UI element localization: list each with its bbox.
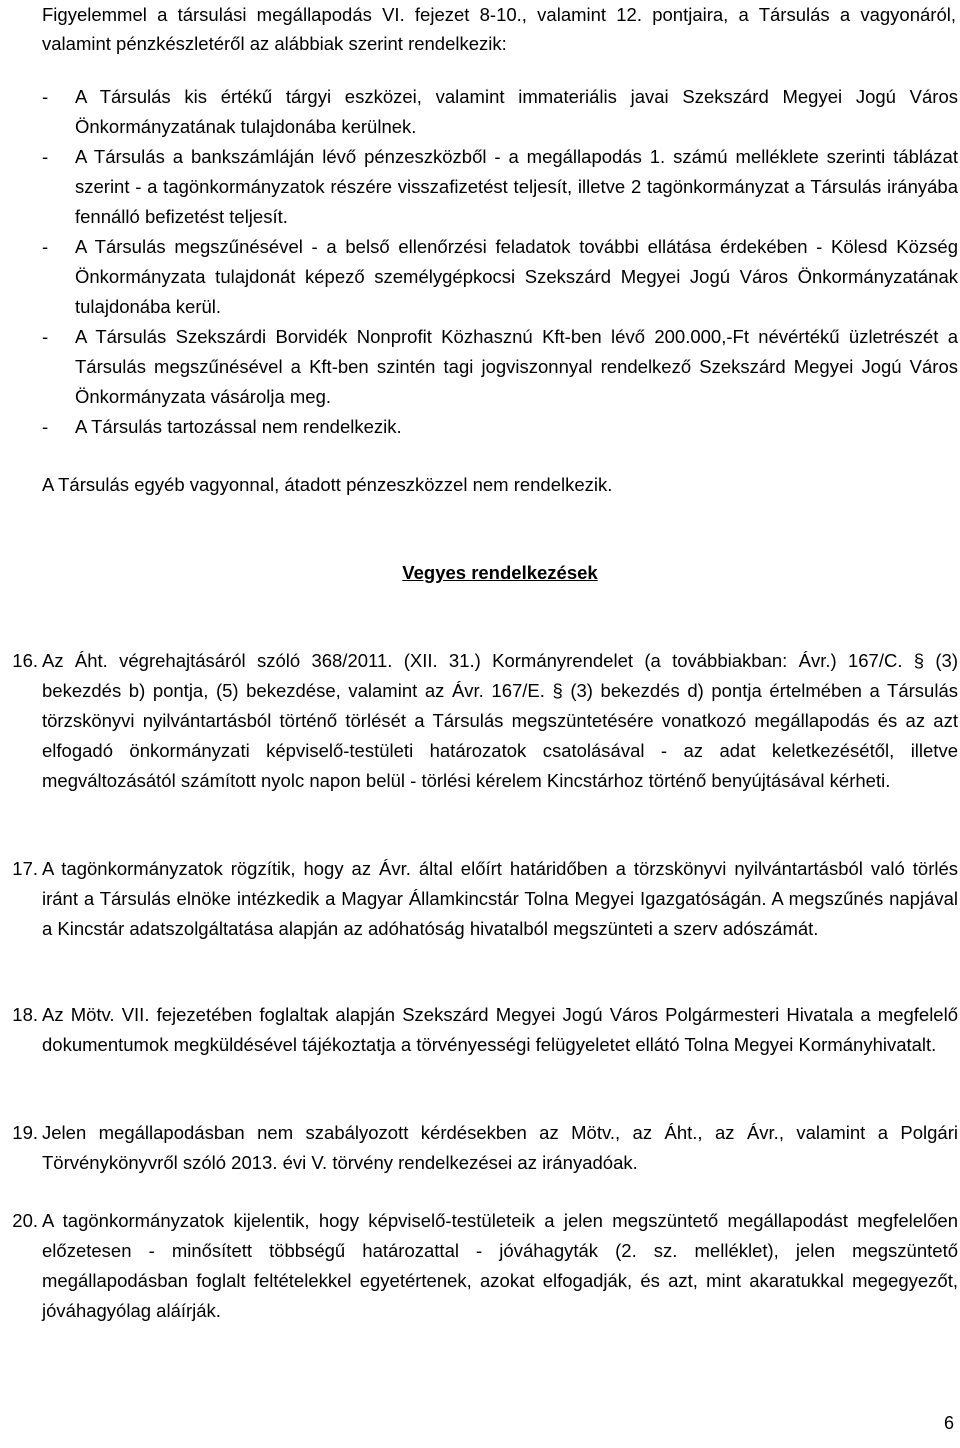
numbered-item-18 <box>12 1000 958 1060</box>
intro-paragraph: Figyelemmel a társulási megállapodás VI. fejezet 8-10., valamint 12. pontjaira, a Társulás a vagyonáról, valamint pénzkészletéről az alábbiak szerint rendelkezik: <box>42 4 956 54</box>
item-number: 17. <box>12 858 38 879</box>
dash-marker: - <box>42 236 49 257</box>
item-text: Jelen megállapodásban nem szabályozott kérdésekben az Mötv., az Áht., az Ávr., valamint a Polgári Törvénykönyvről szóló 2013. évi V. törvény rendelkezései az irányadóak. <box>42 1122 958 1173</box>
bullet-item <box>42 82 958 142</box>
numbered-item-20 <box>12 1206 958 1326</box>
bullet-item <box>42 322 958 412</box>
bullet-text: A Társulás kis értékű tárgyi eszközei, valamint immateriális javai Szekszárd Megyei Jogú Város Önkormányzatának tulajdonába kerülnek. <box>75 86 958 137</box>
page-number: 6 <box>943 1413 954 1433</box>
item-text: Az Áht. végrehajtásáról szóló 368/2011. (XII. 31.) Kormányrendelet (a továbbiakban: Ávr.) 167/C. § (3) bekezdés b) pontja, (5) bekezdése, valamint az Ávr. 167/E. § (3) bekezdés d) pontja értelmében a Társulás törzskönyvi nyilvántartásból történő törlését a Társulás megszüntetésére vonatkozó megállapodás és az azt elfogadó önkormányzati képviselő-testületi határozatok csatolásával - az adat keletkezésétől, illetve megváltozásától számított nyolc napon belül - törlési kérelem Kincstárhoz történő benyújtásával kérheti. <box>42 650 958 791</box>
item-number: 19. <box>12 1122 38 1143</box>
dash-marker: - <box>42 416 49 437</box>
dash-marker: - <box>42 146 49 167</box>
dash-marker: - <box>42 86 49 107</box>
bullet-item <box>42 412 958 442</box>
bullet-item <box>42 142 958 232</box>
item-text: A tagönkormányzatok rögzítik, hogy az Ávr. által előírt határidőben a törzskönyvi nyilvántartásból való törlés iránt a Társulás elnöke intézkedik a Magyar Államkincstár Tolna Megyei Igazgatóságán. A megszűnés napjával a Kincstár adatszolgáltatása alapján az adóhatóság hivatalból megszünteti a szerv adószámát. <box>42 858 958 939</box>
dash-marker: - <box>42 326 49 347</box>
item-number: 16. <box>12 650 38 671</box>
numbered-item-16 <box>12 646 958 796</box>
bullet-text: A Társulás megszűnésével - a belső ellenőrzési feladatok további ellátása érdekében - Kölesd Község Önkormányzata tulajdonát képező személygépkocsi Szekszárd Megyei Jogú Város Önkormányzatának tulajdonába kerül. <box>75 236 958 317</box>
numbered-item-17 <box>12 854 958 944</box>
bullet-text: A Társulás Szekszárdi Borvidék Nonprofit Közhasznú Kft-ben lévő 200.000,-Ft névértékű üzletrészét a Társulás megszűnésével a Kft-ben szintén tagi jogviszonnyal rendelkező Szekszárd Megyei Jogú Város Önkormányzata vásárolja meg. <box>75 326 958 407</box>
bullet-item <box>42 232 958 322</box>
section-heading: Vegyes rendelkezések <box>402 562 598 583</box>
bullet-text: A Társulás tartozással nem rendelkezik. <box>75 416 402 437</box>
bullet-text: A Társulás a bankszámláján lévő pénzeszközből - a megállapodás 1. számú melléklete szerinti táblázat szerint - a tagönkormányzatok részére visszafizetést teljesít, illetve 2 tagönkormányzat a Társulás irányába fennálló befizetést teljesít. <box>75 146 958 227</box>
item-text: A tagönkormányzatok kijelentik, hogy képviselő-testületeik a jelen megszüntető megállapodást megfelelően előzetesen - minősített többségű határozattal - jóváhagyták (2. sz. melléklet), jelen megszüntető megállapodásban foglalt feltételekkel egyetértenek, azokat elfogadják, és azt, mint akaratukkal megegyezőt, jóváhagyólag aláírják. <box>42 1210 958 1321</box>
asset-bullet-list <box>42 82 958 442</box>
item-number: 18. <box>12 1004 38 1025</box>
item-number: 20. <box>12 1210 38 1231</box>
summary-paragraph: A Társulás egyéb vagyonnal, átadott pénzeszközzel nem rendelkezik. <box>42 474 613 495</box>
numbered-item-19 <box>12 1118 958 1178</box>
item-text: Az Mötv. VII. fejezetében foglaltak alapján Szekszárd Megyei Jogú Város Polgármesteri Hivatala a megfelelő dokumentumok megküldésével tájékoztatja a törvényességi felügyeletet ellátó Tolna Megyei Kormányhivatalt. <box>42 1004 958 1055</box>
